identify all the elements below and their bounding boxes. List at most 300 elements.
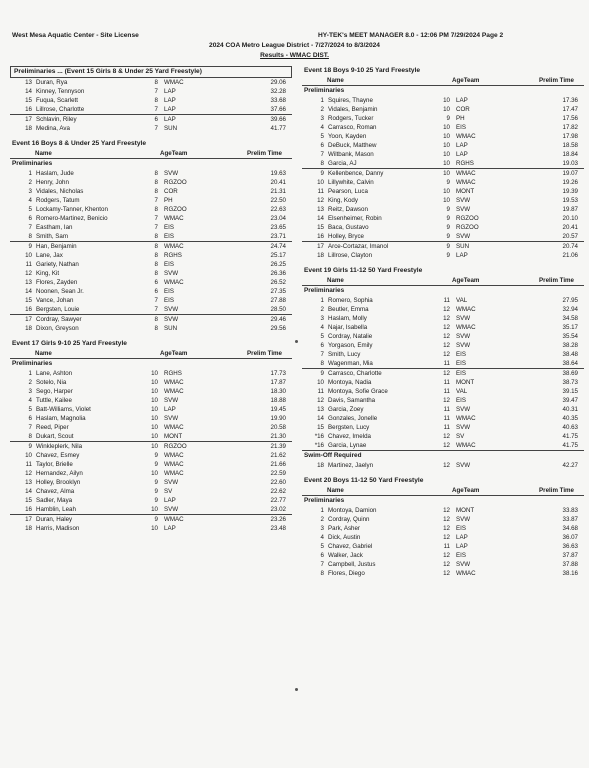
- prelim-time: 17.47: [562, 106, 578, 113]
- swimmer-name: DeBuck, Matthew: [328, 142, 377, 149]
- prelim-time: 26.52: [270, 279, 286, 286]
- swimmer-name: Medina, Ava: [36, 125, 70, 132]
- age: 11: [443, 297, 450, 304]
- age: 8: [154, 170, 158, 177]
- team: SVW: [456, 424, 471, 431]
- team: WMAC: [456, 170, 476, 177]
- team: EIS: [456, 351, 466, 358]
- swimmer-name: Harris, Madison: [36, 525, 80, 532]
- place: 4: [320, 124, 324, 131]
- place: 6: [28, 215, 32, 222]
- result-row: [302, 196, 584, 205]
- team: EIS: [164, 224, 174, 231]
- age: 11: [443, 360, 450, 367]
- age: 10: [151, 443, 158, 450]
- team: SVW: [456, 233, 471, 240]
- age: 9: [154, 488, 158, 495]
- swimmer-name: Flores, Diego: [328, 570, 365, 577]
- prelim-time: 40.63: [562, 424, 578, 431]
- prelim-time: 18.58: [562, 142, 578, 149]
- team: WMAC: [456, 442, 476, 449]
- prelim-time: 25.17: [270, 252, 286, 259]
- place: 11: [25, 261, 32, 268]
- team: WMAC: [164, 379, 184, 386]
- team: VAL: [456, 297, 468, 304]
- ageteam-column-header: AgeTeam: [160, 150, 188, 157]
- prelim-time: 20.57: [562, 233, 578, 240]
- team: SVW: [456, 333, 471, 340]
- prelim-time: 21.30: [270, 433, 286, 440]
- team: EIS: [456, 124, 466, 131]
- team: SVW: [456, 197, 471, 204]
- prelim-time: 33.68: [270, 97, 286, 104]
- place: 3: [320, 525, 324, 532]
- place: 7: [320, 561, 324, 568]
- team: RGZOO: [164, 443, 187, 450]
- swimmer-name: Pearson, Luca: [328, 188, 368, 195]
- prelim-time: 29.06: [270, 79, 286, 86]
- result-row: [302, 159, 584, 168]
- prelim-time: 22.60: [270, 479, 286, 486]
- age: 8: [154, 252, 158, 259]
- swimmer-name: Lillywhite, Calvin: [328, 179, 374, 186]
- result-row: [302, 205, 584, 214]
- swimmer-name: Lockamy-Tanner, Khenton: [36, 206, 108, 213]
- prelim-time: 23.71: [270, 233, 286, 240]
- result-row: [302, 232, 584, 241]
- age: 7: [154, 197, 158, 204]
- result-row: [302, 305, 584, 314]
- team: MONT: [164, 433, 183, 440]
- team: EIS: [164, 297, 174, 304]
- result-row: [10, 205, 292, 214]
- name-column-header: Name: [35, 150, 52, 157]
- swimmer-name: Wagenman, Mia: [328, 360, 373, 367]
- prelim-time: 22.50: [270, 197, 286, 204]
- team: EIS: [456, 360, 466, 367]
- place: 7: [28, 424, 32, 431]
- prelim-time: 20.10: [562, 215, 578, 222]
- left-results-column: [10, 66, 292, 533]
- result-row: [10, 96, 292, 105]
- place: 5: [320, 133, 324, 140]
- age: 11: [443, 379, 450, 386]
- result-row: [302, 178, 584, 187]
- team: COR: [456, 106, 470, 113]
- place: 7: [320, 351, 324, 358]
- prelim-time: 21.31: [270, 188, 286, 195]
- age: 10: [443, 106, 450, 113]
- age: 9: [446, 206, 450, 213]
- prelim-time: 17.98: [562, 133, 578, 140]
- prelim-time: 22.62: [270, 488, 286, 495]
- age: 12: [443, 552, 450, 559]
- prelim-time: 34.58: [562, 315, 578, 322]
- prelim-time: 19.03: [562, 160, 578, 167]
- age: 10: [151, 525, 158, 532]
- result-row: [302, 251, 584, 260]
- age: 10: [151, 470, 158, 477]
- age: 9: [154, 497, 158, 504]
- place: 9: [320, 370, 324, 377]
- age: 10: [443, 142, 450, 149]
- swimmer-name: Martinez, Jaelyn: [328, 462, 374, 469]
- name-column-header: Name: [327, 487, 344, 494]
- age: 8: [154, 261, 158, 268]
- swimmer-name: Holley, Brooklyn: [36, 479, 81, 486]
- swimmer-name: Reitz, Dawson: [328, 206, 368, 213]
- team: SVW: [456, 315, 471, 322]
- ageteam-column-header: AgeTeam: [452, 277, 480, 284]
- age: 9: [446, 243, 450, 250]
- place: 8: [320, 360, 324, 367]
- swimmer-name: Lane, Jax: [36, 252, 63, 259]
- prelim-time: 20.58: [270, 424, 286, 431]
- age: 10: [151, 406, 158, 413]
- place: 5: [320, 543, 324, 550]
- place: 2: [28, 179, 32, 186]
- team: SVW: [164, 306, 179, 313]
- prelim-time: 19.53: [562, 197, 578, 204]
- age: 10: [151, 424, 158, 431]
- result-row: [302, 341, 584, 350]
- event-title: Event 19 Girls 11-12 50 Yard Freestyle: [304, 267, 423, 274]
- place: 16: [25, 106, 32, 113]
- result-row: [302, 132, 584, 141]
- place: 18: [317, 462, 324, 469]
- swimmer-name: Schlavin, Riley: [36, 116, 77, 123]
- age: 9: [446, 215, 450, 222]
- place: 9: [320, 170, 324, 177]
- result-row: [10, 524, 292, 533]
- age: 9: [154, 452, 158, 459]
- team: WMAC: [164, 461, 184, 468]
- team: SVW: [456, 462, 471, 469]
- prelim-time: 36.63: [562, 543, 578, 550]
- team: SVW: [164, 397, 179, 404]
- prelim-time: 19.63: [270, 170, 286, 177]
- result-row: [10, 514, 292, 524]
- team: RGZOO: [456, 215, 479, 222]
- swimmer-name: Squires, Thayne: [328, 97, 373, 104]
- column-headers: [10, 149, 292, 159]
- prelim-time: 20.74: [562, 243, 578, 250]
- place: 1: [28, 170, 32, 177]
- team: LAP: [456, 534, 468, 541]
- place: 4: [320, 324, 324, 331]
- result-row: [10, 487, 292, 496]
- prelim-time: 23.65: [270, 224, 286, 231]
- result-row: [10, 187, 292, 196]
- swimmer-name: Kinney, Tennyson: [36, 88, 85, 95]
- team: MONT: [456, 379, 475, 386]
- team: LAP: [164, 497, 176, 504]
- prelim-time: 19.87: [562, 206, 578, 213]
- swimmer-name: Vidales, Nicholas: [36, 188, 84, 195]
- prelim-time: 21.39: [270, 443, 286, 450]
- result-row: [10, 178, 292, 187]
- age: 10: [443, 133, 450, 140]
- result-row: [302, 461, 584, 470]
- result-row: [10, 378, 292, 387]
- age: 10: [443, 124, 450, 131]
- result-row: [302, 368, 584, 378]
- swimmer-name: Rodgers, Tucker: [328, 115, 374, 122]
- team: SVW: [164, 170, 179, 177]
- swimmer-name: Reed, Piper: [36, 424, 69, 431]
- result-row: [10, 441, 292, 451]
- result-row: [10, 260, 292, 269]
- team: SV: [456, 433, 465, 440]
- team: EIS: [456, 397, 466, 404]
- team: WMAC: [164, 215, 184, 222]
- prelim-time: 17.56: [562, 115, 578, 122]
- prelim-time: 21.06: [562, 252, 578, 259]
- age: 12: [443, 370, 450, 377]
- result-row: [10, 405, 292, 414]
- place: 3: [320, 315, 324, 322]
- place: 1: [320, 507, 324, 514]
- swimmer-name: Sotelo, Nia: [36, 379, 67, 386]
- swimmer-name: Gariety, Nathan: [36, 261, 79, 268]
- result-row: [302, 150, 584, 159]
- prelim-time: 39.47: [562, 397, 578, 404]
- place: 15: [25, 497, 32, 504]
- result-row: [10, 287, 292, 296]
- site-license-header: West Mesa Aquatic Center - Site License: [12, 32, 139, 39]
- prelim-time: 32.94: [562, 306, 578, 313]
- prelim-time: 32.28: [270, 88, 286, 95]
- meet-manager-header: HY-TEK's MEET MANAGER 8.0 - 12:06 PM 7/29/2024 Page 2: [318, 32, 504, 39]
- swimmer-name: Romero, Sophia: [328, 297, 373, 304]
- swimmer-name: Fuqua, Scarlett: [36, 97, 78, 104]
- prelim-time: 35.54: [562, 333, 578, 340]
- place: 18: [25, 525, 32, 532]
- prelim-time: 17.73: [270, 370, 286, 377]
- team: LAP: [456, 543, 468, 550]
- team: WMAC: [164, 243, 184, 250]
- swimmer-name: Han, Benjamin: [36, 243, 77, 250]
- swimmer-name: Cordray, Natalie: [328, 333, 373, 340]
- team: RGHS: [456, 160, 474, 167]
- prelim-time-column-header: Prelim Time: [539, 487, 574, 494]
- prelim-time: 35.17: [562, 324, 578, 331]
- team: PH: [456, 115, 465, 122]
- prelim-time: 19.07: [562, 170, 578, 177]
- event-title: Event 18 Boys 9-10 25 Yard Freestyle: [304, 67, 421, 74]
- place: 18: [25, 125, 32, 132]
- result-row: [302, 168, 584, 178]
- place: 2: [320, 516, 324, 523]
- place: 6: [320, 552, 324, 559]
- age: 10: [151, 397, 158, 404]
- age: 10: [151, 379, 158, 386]
- place: 14: [25, 88, 32, 95]
- place: 9: [28, 443, 32, 450]
- team: SUN: [164, 325, 178, 332]
- place: 15: [25, 97, 32, 104]
- place: 5: [28, 206, 32, 213]
- ageteam-column-header: AgeTeam: [452, 77, 480, 84]
- prelim-time: 17.82: [562, 124, 578, 131]
- swimmer-name: Baca, Gustavo: [328, 224, 369, 231]
- result-row: [302, 378, 584, 387]
- result-row: [10, 87, 292, 96]
- age: 10: [443, 197, 450, 204]
- team: WMAC: [164, 79, 184, 86]
- age: 12: [443, 324, 450, 331]
- swimmer-name: Dixon, Greyson: [36, 325, 79, 332]
- prelim-time: 39.15: [562, 388, 578, 395]
- swimmer-name: Garcia, Lynae: [328, 442, 367, 449]
- place: 17: [25, 116, 32, 123]
- team: RGHS: [164, 370, 182, 377]
- place: 11: [25, 461, 32, 468]
- prelim-time: 38.16: [562, 570, 578, 577]
- age: 8: [154, 316, 158, 323]
- swimmer-name: Yorgason, Emily: [328, 342, 373, 349]
- result-row: [302, 123, 584, 132]
- age: 7: [154, 224, 158, 231]
- team: EIS: [164, 288, 174, 295]
- place: 8: [320, 160, 324, 167]
- team: EIS: [456, 370, 466, 377]
- team: LAP: [164, 406, 176, 413]
- age: 10: [151, 388, 158, 395]
- punch-hole-mark: [295, 340, 298, 343]
- results-title: Results - WMAC DIST.: [260, 52, 329, 59]
- place: 6: [320, 142, 324, 149]
- place: 13: [25, 79, 32, 86]
- team: PH: [164, 197, 173, 204]
- place: 1: [320, 97, 324, 104]
- swimmer-name: Yoon, Kayden: [328, 133, 367, 140]
- result-row: [302, 396, 584, 405]
- swimmer-name: Romero-Martinez, Benicio: [36, 215, 108, 222]
- prelim-time: 19.39: [562, 188, 578, 195]
- team: LAP: [164, 88, 176, 95]
- age: 7: [154, 306, 158, 313]
- team: SVW: [164, 415, 179, 422]
- swimmer-name: Smith, Sam: [36, 233, 68, 240]
- team: WMAC: [164, 424, 184, 431]
- swimmer-name: Dukart, Scout: [36, 433, 74, 440]
- swimmer-name: Kellenbence, Danny: [328, 170, 384, 177]
- swimmer-name: Sego, Harper: [36, 388, 73, 395]
- prelim-time: 38.73: [562, 379, 578, 386]
- preliminaries-label: Preliminaries: [12, 160, 53, 167]
- age: 7: [154, 297, 158, 304]
- age: 12: [443, 561, 450, 568]
- swimmer-name: Carrasco, Charlotte: [328, 370, 382, 377]
- team: EIS: [456, 525, 466, 532]
- result-row: [10, 196, 292, 205]
- swimmer-name: Chavez, Alma: [36, 488, 75, 495]
- place: 3: [28, 388, 32, 395]
- team: WMAC: [456, 133, 476, 140]
- swimmer-name: Montoya, Sofie Grace: [328, 388, 388, 395]
- age: 7: [154, 106, 158, 113]
- swimmer-name: Smith, Lucy: [328, 351, 361, 358]
- place: 13: [25, 479, 32, 486]
- swimmer-name: Duran, Haley: [36, 516, 73, 523]
- result-row: [302, 114, 584, 123]
- prelim-time: 29.56: [270, 325, 286, 332]
- place: 17: [25, 316, 32, 323]
- team: RGZOO: [456, 224, 479, 231]
- swimmer-name: Hernandez, Ailyn: [36, 470, 83, 477]
- team: WMAC: [164, 516, 184, 523]
- age: 12: [443, 442, 450, 449]
- place: 17: [25, 516, 32, 523]
- result-row: [302, 223, 584, 232]
- team: SVW: [164, 270, 179, 277]
- swimmer-name: Dick, Austin: [328, 534, 361, 541]
- place: 10: [317, 379, 324, 386]
- place: 13: [317, 406, 324, 413]
- result-row: [10, 232, 292, 241]
- team: WMAC: [456, 570, 476, 577]
- age: 9: [446, 233, 450, 240]
- team: VAL: [456, 388, 468, 395]
- result-row: [10, 78, 292, 87]
- place: 7: [320, 151, 324, 158]
- place: 1: [28, 370, 32, 377]
- team: WMAC: [164, 279, 184, 286]
- place: 18: [25, 325, 32, 332]
- place: 12: [317, 397, 324, 404]
- place: 12: [25, 270, 32, 277]
- result-row: [302, 506, 584, 515]
- prelim-time: 20.41: [270, 179, 286, 186]
- team: SVW: [164, 506, 179, 513]
- team: RGZOO: [164, 179, 187, 186]
- prelim-time: 23.02: [270, 506, 286, 513]
- age: 8: [154, 325, 158, 332]
- age: 12: [443, 342, 450, 349]
- prelim-time: 41.75: [562, 442, 578, 449]
- swimmer-name: Chavez, Gabriel: [328, 543, 373, 550]
- age: 12: [443, 333, 450, 340]
- result-row: [302, 542, 584, 551]
- age: 11: [443, 388, 450, 395]
- swimmer-name: King, Kody: [328, 197, 358, 204]
- swimmer-name: Holley, Bryce: [328, 233, 364, 240]
- swimmer-name: Montoya, Nadia: [328, 379, 372, 386]
- prelim-time: 23.26: [270, 516, 286, 523]
- place: 15: [25, 297, 32, 304]
- place: 15: [317, 224, 324, 231]
- prelim-time: 24.74: [270, 243, 286, 250]
- prelim-time: 33.87: [562, 516, 578, 523]
- team: SVW: [164, 479, 179, 486]
- team: SVW: [456, 516, 471, 523]
- place: *16: [314, 442, 324, 449]
- age: 12: [443, 516, 450, 523]
- age: 7: [154, 125, 158, 132]
- team: RGZOO: [164, 206, 187, 213]
- result-row: [302, 551, 584, 560]
- prelim-time: 38.48: [562, 351, 578, 358]
- team: SUN: [164, 125, 178, 132]
- prelim-time: 27.88: [270, 297, 286, 304]
- age: 10: [151, 433, 158, 440]
- team: WMAC: [164, 388, 184, 395]
- swimmer-name: Henry, John: [36, 179, 69, 186]
- prelim-time: 41.75: [562, 433, 578, 440]
- age: 12: [443, 462, 450, 469]
- result-row: [302, 241, 584, 251]
